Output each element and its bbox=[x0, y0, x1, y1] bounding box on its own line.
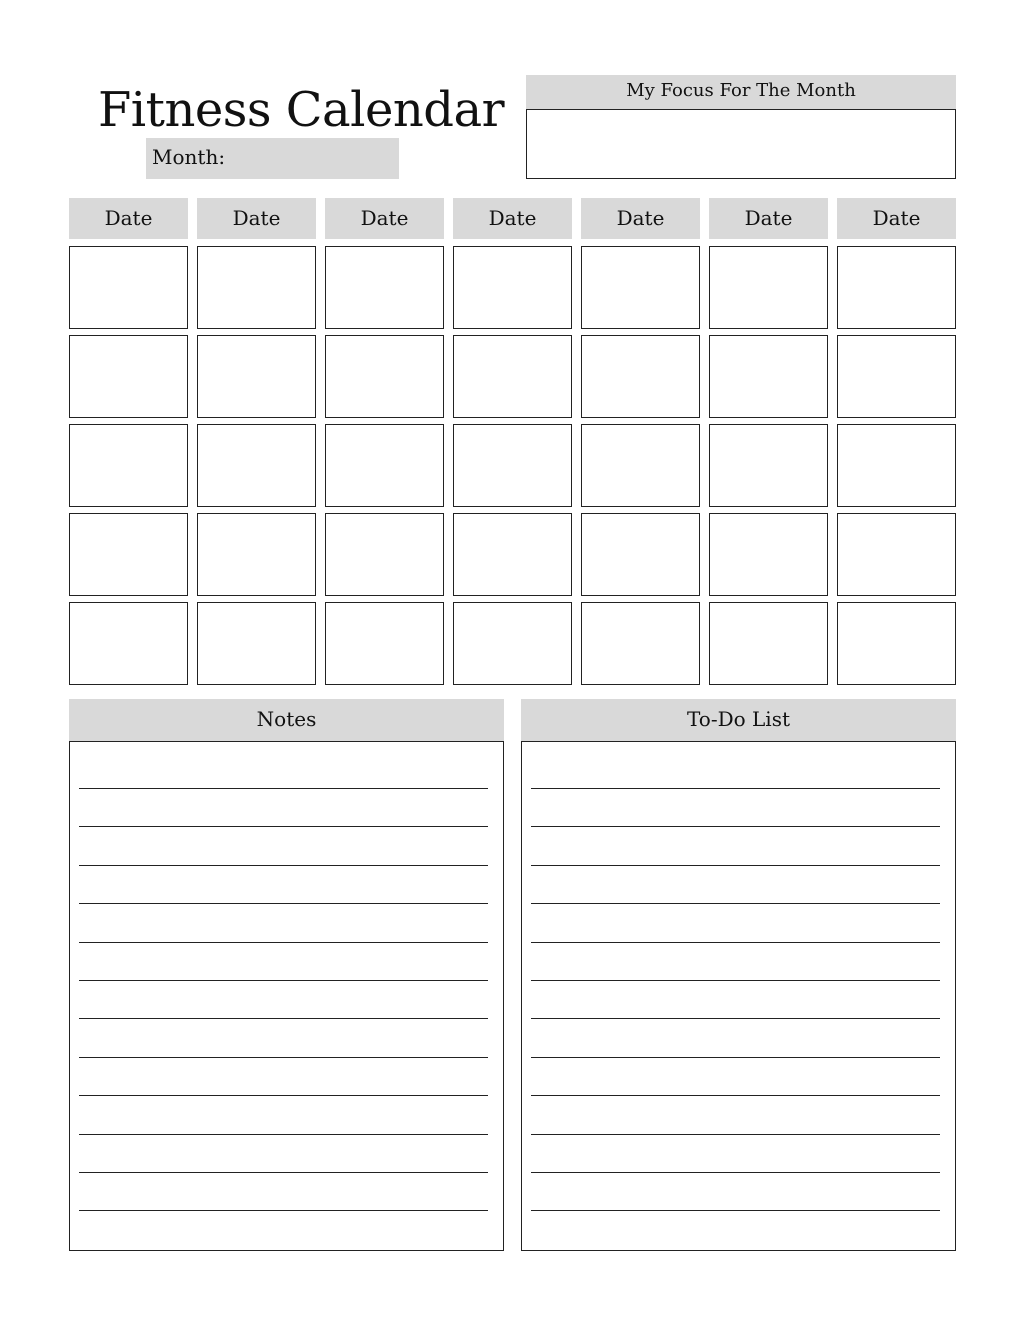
todo-line bbox=[531, 865, 940, 866]
todo-line bbox=[531, 1095, 940, 1096]
calendar-cell[interactable] bbox=[453, 513, 572, 596]
todo-line bbox=[531, 788, 940, 789]
calendar-cell[interactable] bbox=[69, 335, 188, 418]
todo-line bbox=[531, 1172, 940, 1173]
todo-line bbox=[531, 1018, 940, 1019]
calendar-cell[interactable] bbox=[453, 335, 572, 418]
date-header-4: Date bbox=[453, 198, 572, 239]
date-header-5: Date bbox=[581, 198, 700, 239]
calendar-cell[interactable] bbox=[453, 246, 572, 329]
date-header-1: Date bbox=[69, 198, 188, 239]
todo-line bbox=[531, 826, 940, 827]
notes-line bbox=[79, 1018, 488, 1019]
month-field[interactable] bbox=[146, 138, 399, 179]
todo-line bbox=[531, 1057, 940, 1058]
todo-line bbox=[531, 980, 940, 981]
notes-line bbox=[79, 1210, 488, 1211]
calendar-cell[interactable] bbox=[197, 335, 316, 418]
todo-box[interactable] bbox=[521, 741, 956, 1251]
notes-box[interactable] bbox=[69, 741, 504, 1251]
calendar-cell[interactable] bbox=[581, 246, 700, 329]
calendar-cell[interactable] bbox=[581, 335, 700, 418]
notes-line bbox=[79, 1057, 488, 1058]
calendar-cell[interactable] bbox=[197, 513, 316, 596]
calendar-cell[interactable] bbox=[709, 246, 828, 329]
todo-line bbox=[531, 903, 940, 904]
calendar-cell[interactable] bbox=[581, 602, 700, 685]
notes-line bbox=[79, 865, 488, 866]
calendar-cell[interactable] bbox=[69, 513, 188, 596]
calendar-cell[interactable] bbox=[69, 602, 188, 685]
calendar-cell[interactable] bbox=[453, 424, 572, 507]
notes-header: Notes bbox=[69, 699, 504, 741]
todo-line bbox=[531, 1210, 940, 1211]
calendar-cell[interactable] bbox=[709, 424, 828, 507]
date-header-3: Date bbox=[325, 198, 444, 239]
calendar-cell[interactable] bbox=[709, 335, 828, 418]
calendar-cell[interactable] bbox=[69, 424, 188, 507]
calendar-cell[interactable] bbox=[197, 246, 316, 329]
focus-box[interactable] bbox=[526, 109, 956, 179]
calendar-cell[interactable] bbox=[69, 246, 188, 329]
notes-line bbox=[79, 1172, 488, 1173]
month-label: Month: bbox=[152, 145, 226, 169]
todo-header: To-Do List bbox=[521, 699, 956, 741]
calendar-cell[interactable] bbox=[325, 424, 444, 507]
notes-line bbox=[79, 1095, 488, 1096]
notes-line bbox=[79, 903, 488, 904]
page-title: Fitness Calendar bbox=[98, 82, 505, 138]
calendar-cell[interactable] bbox=[325, 513, 444, 596]
todo-line bbox=[531, 942, 940, 943]
date-header-7: Date bbox=[837, 198, 956, 239]
notes-line bbox=[79, 788, 488, 789]
calendar-cell[interactable] bbox=[453, 602, 572, 685]
calendar-cell[interactable] bbox=[581, 424, 700, 507]
calendar-cell[interactable] bbox=[837, 424, 956, 507]
calendar-cell[interactable] bbox=[197, 602, 316, 685]
notes-line bbox=[79, 980, 488, 981]
date-header-6: Date bbox=[709, 198, 828, 239]
calendar-cell[interactable] bbox=[837, 246, 956, 329]
date-header-2: Date bbox=[197, 198, 316, 239]
calendar-cell[interactable] bbox=[709, 602, 828, 685]
focus-header: My Focus For The Month bbox=[526, 75, 956, 109]
notes-line bbox=[79, 942, 488, 943]
notes-line bbox=[79, 1134, 488, 1135]
calendar-cell[interactable] bbox=[325, 246, 444, 329]
calendar-cell[interactable] bbox=[197, 424, 316, 507]
calendar-cell[interactable] bbox=[325, 335, 444, 418]
calendar-cell[interactable] bbox=[837, 602, 956, 685]
calendar-cell[interactable] bbox=[837, 513, 956, 596]
calendar-cell[interactable] bbox=[581, 513, 700, 596]
calendar-cell[interactable] bbox=[837, 335, 956, 418]
notes-line bbox=[79, 826, 488, 827]
calendar-cell[interactable] bbox=[325, 602, 444, 685]
calendar-cell[interactable] bbox=[709, 513, 828, 596]
todo-line bbox=[531, 1134, 940, 1135]
